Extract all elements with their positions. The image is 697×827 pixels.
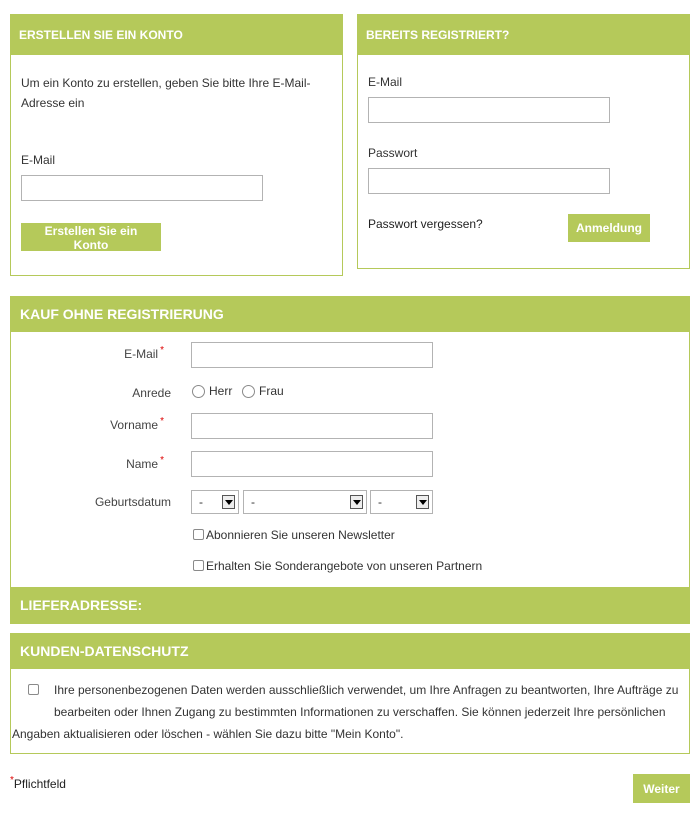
privacy-checkbox[interactable] <box>28 684 39 695</box>
guest-checkout-title: KAUF OHNE REGISTRIERUNG <box>10 296 690 332</box>
guest-email-input[interactable] <box>191 342 433 368</box>
birth-month-select[interactable] <box>243 490 367 514</box>
login-password-input[interactable] <box>368 168 610 194</box>
guest-email-label: E-Mail * <box>124 345 164 361</box>
radio-frau[interactable] <box>242 385 255 398</box>
create-account-button[interactable]: Erstellen Sie ein Konto <box>21 223 161 251</box>
login-password-label: Passwort <box>368 146 418 160</box>
radio-herr-label[interactable]: Herr <box>209 384 233 398</box>
create-account-title: ERSTELLEN SIE EIN KONTO <box>11 15 342 55</box>
create-account-email-input[interactable] <box>21 175 263 201</box>
delivery-address-title: LIEFERADRESSE: <box>10 587 690 623</box>
partners-label[interactable]: Erhalten Sie Sonderangebote von unseren Partnern <box>206 559 483 573</box>
firstname-label: Vorname * <box>110 416 164 432</box>
login-email-label: E-Mail <box>368 75 403 89</box>
privacy-title: KUNDEN-DATENSCHUTZ <box>10 633 690 669</box>
newsletter-checkbox[interactable] <box>193 529 204 540</box>
radio-frau-label[interactable]: Frau <box>259 384 284 398</box>
create-account-email-label: E-Mail <box>21 153 56 167</box>
required-note: *Pflichtfeld <box>10 775 66 791</box>
create-account-description: Um ein Konto zu erstellen, geben Sie bitte Ihre E-Mail-Adresse ein <box>21 76 311 110</box>
privacy-text-line2: bearbeiten oder Ihnen Zugang zu bestimmten Informationen zu verschaffen. Sie können jederzeit Ihre persönlichen <box>54 705 666 719</box>
birth-day-value: - <box>199 495 203 509</box>
create-account-panel <box>10 14 343 276</box>
birth-year-select[interactable] <box>370 490 433 514</box>
login-email-input[interactable] <box>368 97 610 123</box>
birth-month-value: - <box>251 495 255 509</box>
partners-checkbox[interactable] <box>193 560 204 571</box>
chevron-down-icon <box>416 495 429 509</box>
chevron-down-icon <box>222 495 235 509</box>
privacy-text-line1: Ihre personenbezogenen Daten werden ausschließlich verwendet, um Ihre Anfragen zu beantworten, Ihre Aufträge zu <box>54 683 679 697</box>
radio-herr[interactable] <box>192 385 205 398</box>
newsletter-label[interactable]: Abonnieren Sie unseren Newsletter <box>206 528 395 542</box>
login-title: BEREITS REGISTRIERT? <box>358 15 689 55</box>
lastname-input[interactable] <box>191 451 433 477</box>
required-mark: * <box>10 775 14 786</box>
forgot-password-link[interactable]: Passwort vergessen? <box>368 217 483 231</box>
firstname-input[interactable] <box>191 413 433 439</box>
login-button[interactable]: Anmeldung <box>568 214 650 242</box>
birth-year-value: - <box>378 495 382 509</box>
birth-day-select[interactable] <box>191 490 239 514</box>
login-panel <box>357 14 690 269</box>
salutation-label: Anrede <box>132 386 171 400</box>
lastname-label: Name * <box>126 455 164 471</box>
chevron-down-icon <box>350 495 363 509</box>
next-button[interactable]: Weiter <box>633 774 690 803</box>
privacy-text-line3: Angaben aktualisieren oder löschen - wählen Sie dazu bitte "Mein Konto". <box>12 727 404 741</box>
birthdate-label: Geburtsdatum <box>94 495 171 509</box>
